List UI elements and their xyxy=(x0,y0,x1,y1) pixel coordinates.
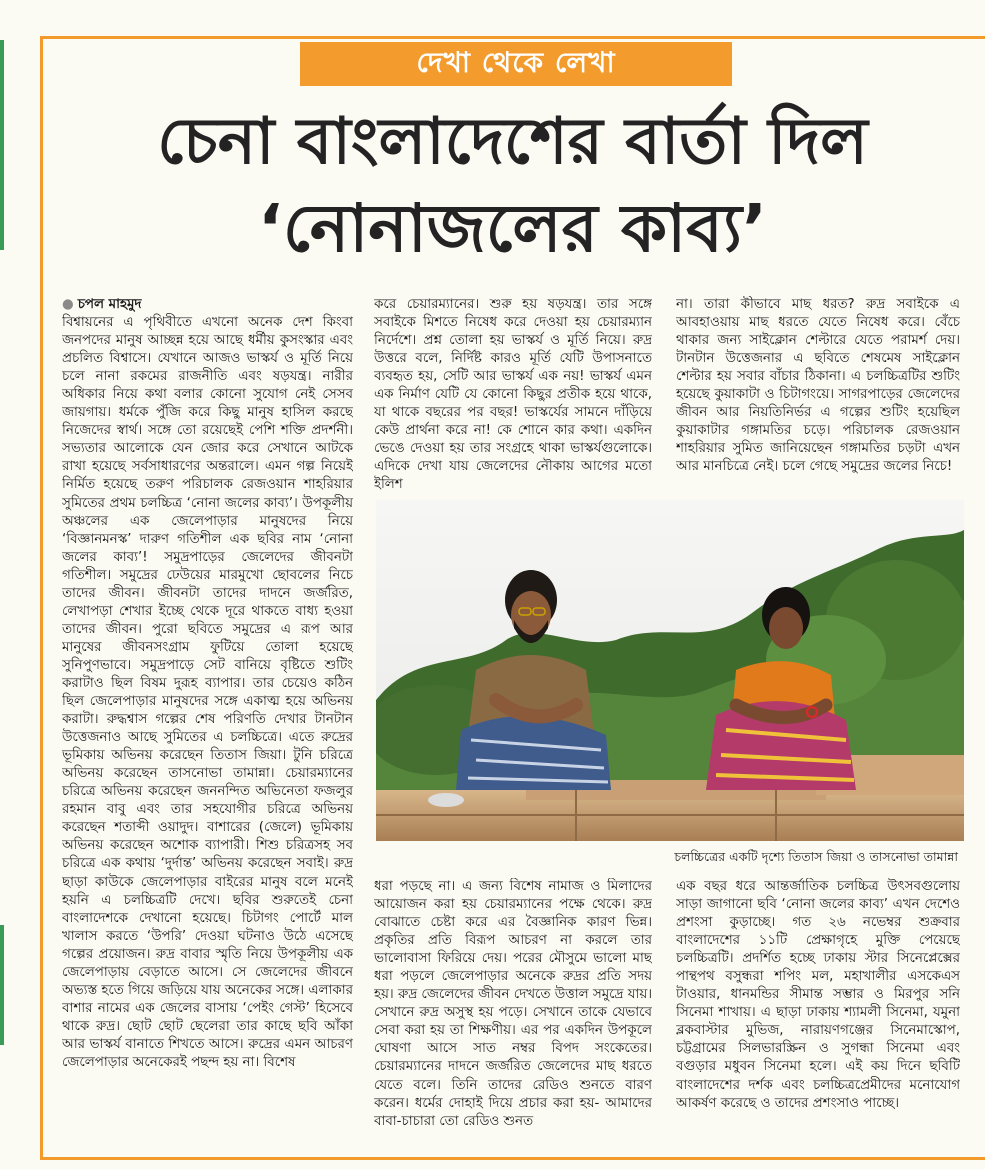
article-column-3-top xyxy=(676,296,960,492)
article-column-2-bottom xyxy=(374,878,652,1148)
column-3-top-text: না। তারা কীভাবে মাছ ধরত? রুদ্র সবাইকে এ আবহাওয়ায় মাছ ধরতে যেতে নিষেধ করে। বেঁচে থাকার জন্য সাইক্লোন শেল্টারে যেতে পরামর্শ দেয়। টানটান উত্তেজনার এ ছবিতে শেষমেষ সাইক্লোন শেল্টার হয় সবার বাঁচার ঠিকানা। এ চলচ্চিত্রটির শুটিং হয়েছে কুয়াকাটা ও চিটাগংয়ে। সাগরপাড়ের জেলেদের জীবন আর নিয়তিনির্ভর এ গল্পের শুটিং হয়েছিল কুয়াকাটার গঙ্গামতির চড়ে। পরিচালক রেজওয়ান শাহরিয়ার সুমিত জানিয়েছেন গঙ্গামতির চড়টা এখন আর মানচিত্রে নেই। চলে গেছে সমুদ্রের জলের নিচে! xyxy=(676,297,960,475)
left-edge-accent-top xyxy=(0,40,4,250)
column-1-text: বিশ্বায়নের এ পৃথিবীতে এখনো অনেক দেশ কিংবা জনপদের মানুষ আচ্ছন্ন হয়ে আছে ধর্মীয় কুসংস্কার এবং প্রচলিত বিশ্বাসে। যেখানে আজও ভাস্কর্য ও মূর্তি নিয়ে চলে নানা রকমের রাজনীতি এবং ষড়যন্ত্র। নারীর অধিকার নিয়ে কথা বলার কোনো সুযোগ নেই সেসব জায়গায়। ধর্মকে পুঁজি করে কিছু মানুষ হাসিল করছে নিজেদের স্বার্থ। সঙ্গে তো রয়েছেই পেশি শক্তি প্রদর্শনী। সভ্যতার আলোকে যেন জোর করে সেখানে আটকে রাখা হয়েছে সর্বসাধারণের অন্তরালে। এমন গল্প নিয়েই নির্মিত হয়েছে তরুণ পরিচালক রেজওয়ান শাহরিয়ার সুমিতের প্রথম চলচ্চিত্র ‘নোনা জলের কাব্য’। উপকূলীয় অঞ্চলের এক জেলেপাড়ার মানুষদের নিয়ে ‘বিজ্ঞানমনস্ক’ দারুণ গতিশীল এক ছবির নাম ‘নোনা জলের কাব্য’! সমুদ্রপাড়ের জেলেদের জীবনটা গতিশীল। সমুদ্রের ঢেউয়ের মারমুখো ছোবলের নিচে তাদের জীবন। জীবনটা তাদের দাদনে জর্জরিত, লেখাপড়া শেখার ইচ্ছে থেকে দূরে থাকতে বাধ্য হওয়া তাদের জীবন। পুরো ছবিতে সমুদ্রের এ রূপ আর মানুষের জীবনসংগ্রাম ফুটিয়ে তোলা হয়েছে সুনিপুণভাবে। সমুদ্রপাড়ে সেট বানিয়ে বৃষ্টিতে শুটিং করাটাও ছিল বিষম দুরূহ ব্যাপার। তার চেয়েও কঠিন ছিল জেলেপাড়ার মানুষদের সঙ্গে একাত্ম হয়ে অভিনয় করাটা। রুদ্ধশ্বাস গল্পের শেষ পরিণতি দেখার টানটান উত্তেজনাও আছে সুমিতের এ চলচ্চিত্রে। এতে রুদ্রের ভূমিকায় অভিনয় করেছেন তিতাস জিয়া। টুনি চরিত্রে অভিনয় করেছেন তাসনোভা তামান্না। চেয়ারম্যানের চরিত্রে অভিনয় করেছেন জননন্দিত অভিনেতা ফজলুর রহমান বাবু এবং তার সহযোগীর চরিত্রে অভিনয় করেছেন শতাব্দী ওয়াদুদ। বাশারের (জেলে) ভূমিকায় অভিনয় করেছেন অশোক ব্যাপারী। শিশু চরিত্রসহ সব চরিত্রে এক কথায় ‘দুর্দান্ত’ অভিনয় করেছেন সবাই। রুদ্র ছাড়া কাউকে জেলেপাড়ার বাইরের মানুষ বলে মনেই হয়নি এ চলচ্চিত্রটি দেখে। ছবির শুরুতেই চেনা বাংলাদেশকে দেখানো হয়েছে। চিটাগং পোর্টে মাল খালাস করতে ‘উপরি’ দেওয়া ঘটনাও উঠে এসেছে গল্পের প্রয়োজন। রুদ্র বাবার স্মৃতি নিয়ে উপকূলীয় এক জেলেপাড়ায় বেড়াতে আসে। সে জেলেদের জীবনে অভ্যস্ত হতে গিয়ে জড়িয়ে যায় অনেকের সঙ্গে। এলাকার বাশার নামের এক জেলের বাসায় ‘পেইং গেস্ট’ হিসেবে থাকে রুদ্র। ছোট ছোট ছেলেরা তার কাছে ছবি আঁকা আর ভাস্কর্য বানাতে শিখতে আসে। রুদ্রের এমন আচরণ জেলেপাড়ার অনেকেরই পছন্দ হয় না। বিশেষ xyxy=(62,315,353,1070)
article-column-3-bottom xyxy=(676,878,960,1148)
bullet-icon: ● xyxy=(62,297,74,312)
byline-author: চপল মাহমুদ xyxy=(77,297,142,312)
article-column-1 xyxy=(62,296,353,1148)
headline-line-2: ‘নোনাজলের কাব্য’ xyxy=(257,190,768,267)
photo-caption: চলচ্চিত্রের একটি দৃশ্যে তিতাস জিয়া ও তাসনোভা তামান্না xyxy=(674,849,958,864)
left-edge-accent-bottom xyxy=(0,925,4,1045)
film-still-photo xyxy=(376,500,964,841)
headline-line-1: চেনা বাংলাদেশের বার্তা দিল xyxy=(157,105,868,179)
byline xyxy=(62,296,353,314)
column-3-bottom-text: এক বছর ধরে আন্তর্জাতিক চলচ্চিত্র উৎসবগুলোয় সাড়া জাগানো ছবি ‘নোনা জলের কাব্য’ এখন দেশেও প্রশংসা কুড়াচ্ছে। গত ২৬ নভেম্বর শুক্রবার বাংলাদেশের ১১টি প্রেক্ষাগৃহে মুক্তি পেয়েছে চলচ্চিত্রটি। প্রদর্শিত হচ্ছে ঢাকায় স্টার সিনেপ্লেক্সের পান্থপথ বসুন্ধরা শপিং মল, মহাখালীর এসকেএস টাওয়ার, ধানমন্ডির সীমান্ত সম্ভার ও মিরপুর সনি সিনেমা শাখায়। এ ছাড়া ঢাকায় শ্যামলী সিনেমা, যমুনা ব্লকবাস্টার মুভিজ, নারায়ণগঞ্জের সিনেমাস্কোপ, চট্টগ্রামের সিলভারস্ক্রিন ও সুগন্ধা সিনেমা এবং বগুড়ার মধুবন সিনেমা হলে। এই কয় দিনে ছবিটি বাংলাদেশের দর্শক এবং চলচ্চিত্রপ্রেমীদের মনোযোগ আকর্ষণ করেছে ও তাদের প্রশংসাও পাচ্ছে। xyxy=(676,879,960,1111)
column-2-top-text: করে চেয়ারম্যানের। শুরু হয় ষড়যন্ত্র। তার সঙ্গে সবাইকে মিশতে নিষেধ করে দেওয়া হয় চেয়ারম্যান নির্দেশে। প্রশ্ন তোলা হয় ভাস্কর্য ও মূর্তি নিয়ে। রুদ্র উত্তরে বলে, নির্দিষ্ট কারও মূর্তি যেটি উপাসনাতে ব্যবহৃত হয়, সেটি আর ভাস্কর্য এক নয়! ভাস্কর্য এমন এক নির্মাণ যেটি যে কোনো কিছুর প্রতীক হয়ে থাকে, যা থাকে বছরের পর বছর! ভাস্কর্যের সামনে দাঁড়িয়ে কেউ প্রার্থনা করে না! কে শোনে কার কথা। একদিন ভেঙে দেওয়া হয় তার সংগ্রহে থাকা ভাস্কর্যগুলোকে। এদিকে দেখা যায় জেলেদের নৌকায় আগের মতো ইলিশ xyxy=(374,297,652,492)
column-2-bottom-text: ধরা পড়ছে না। এ জন্য বিশেষ নামাজ ও মিলাদের আয়োজন করা হয় চেয়ারম্যানের পক্ষে থেকে। রুদ্র বোঝাতে চেষ্টা করে এর বৈজ্ঞানিক কারণ ভিন্ন। প্রকৃতির প্রতি বিরূপ আচরণ না করলে তার ভালোবাসা ফিরিয়ে দেয়। পরের মৌসুমে ভালো মাছ ধরা পড়লে জেলেপাড়ার অনেকে রুদ্রর প্রতি সদয় হয়। রুদ্র জেলেদের জীবন দেখতে উত্তাল সমুদ্রে যায়। সেখানে রুদ্র অসুস্থ হয় পড়ে। সেখানে তাকে যেভাবে সেবা করা হয় তা শিক্ষণীয়। এর পর একদিন উপকূলে ঘোষণা আসে সাত নম্বর বিপদ সংকেতের। চেয়ারম্যানের দাদনে জর্জরিত জেলেদের মাছ ধরতে যেতে বলে। তিনি তাদের রেডিও শুনতে বারণ করেন। ধর্মের দোহাই দিয়ে প্রচার করা হয়- আমাদের বাবা-চাচারা তো রেডিও শুনত xyxy=(374,879,652,1129)
article-column-2-top xyxy=(374,296,652,492)
section-banner: দেখা থেকে লেখা xyxy=(300,42,732,86)
